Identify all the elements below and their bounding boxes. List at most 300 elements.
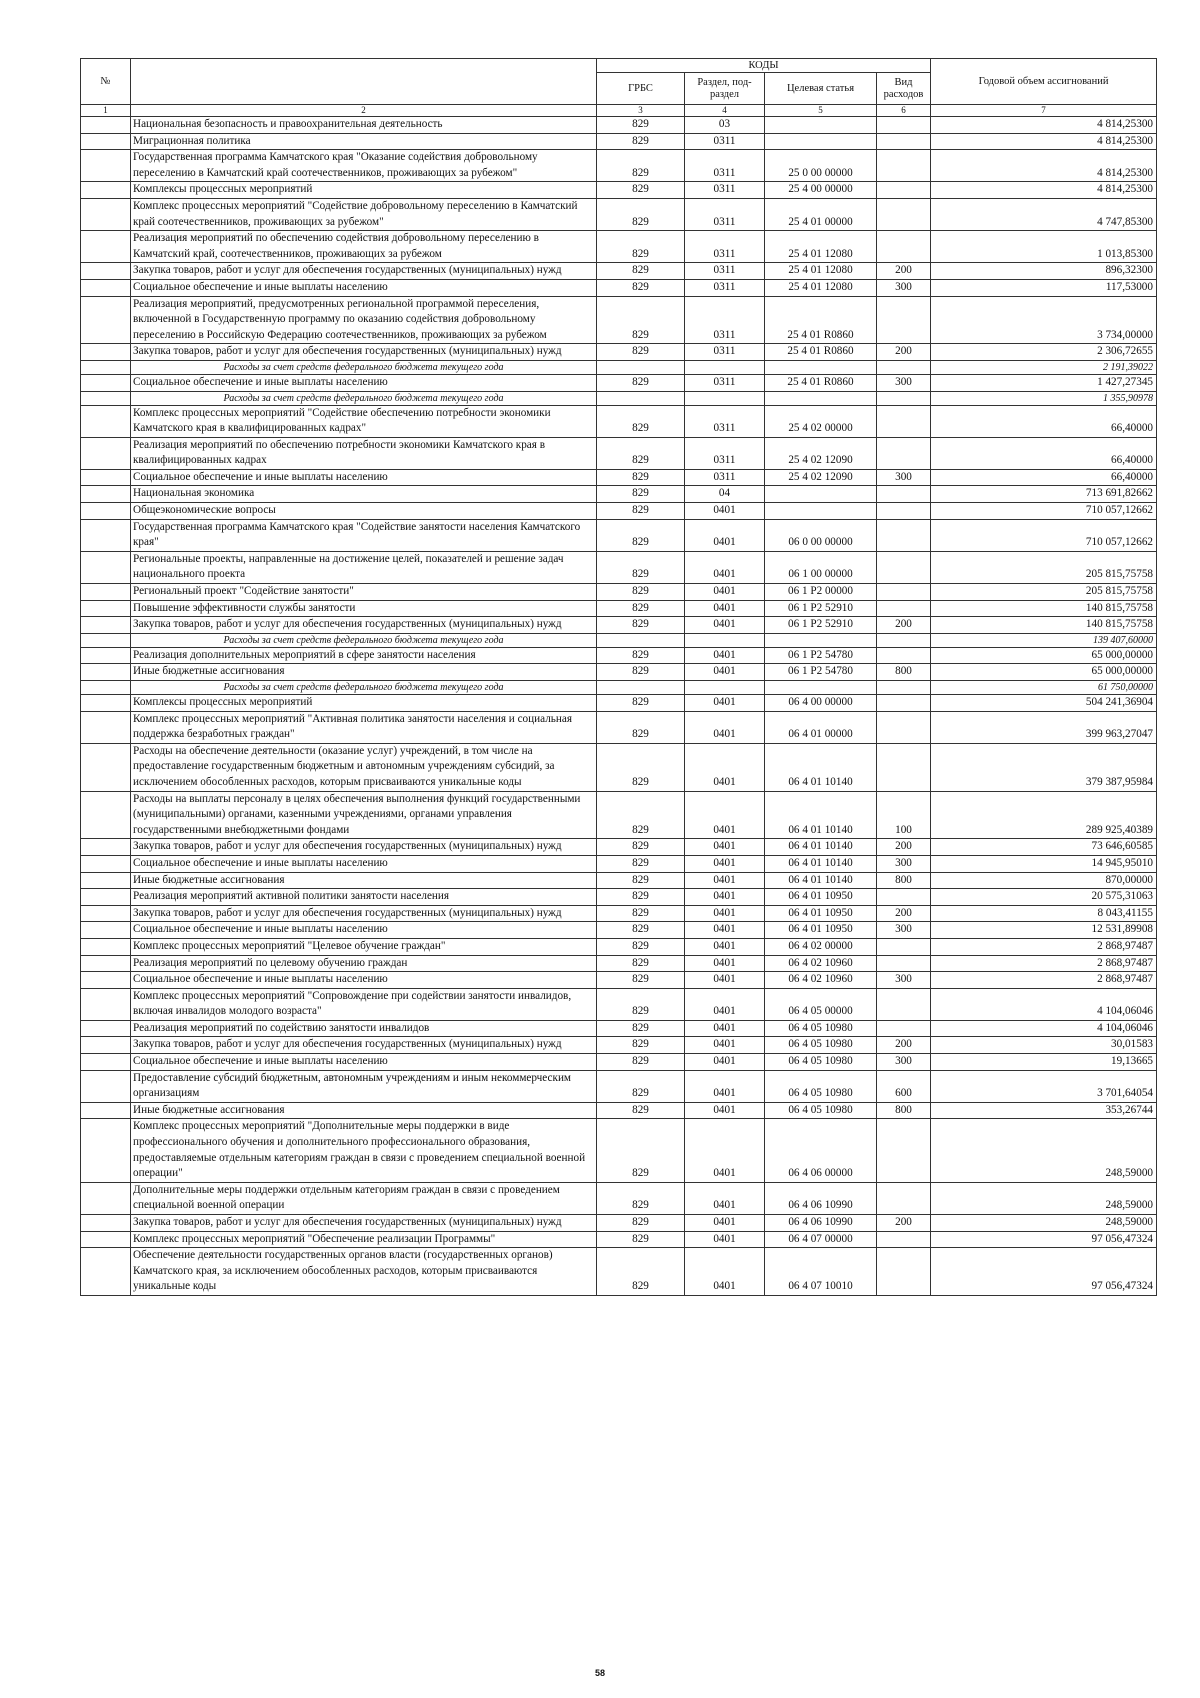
cell-section: 0401 [685,503,765,520]
cell-section: 0311 [685,231,765,263]
cell-target: 25 4 02 12090 [765,469,877,486]
cell-name: Расходы за счет средств федерального бюджета текущего года [131,633,597,647]
col-num-3: 3 [597,105,685,117]
table-row [81,469,1157,486]
cell-amount: 117,53000 [931,279,1157,296]
cell-name: Иные бюджетные ассигнования [131,664,597,681]
cell-name: Государственная программа Камчатского края "Содействие занятости населения Камчатского края" [131,519,597,551]
cell-target: 25 4 01 12080 [765,231,877,263]
cell-type: 300 [877,855,931,872]
table-row [81,296,1157,344]
cell-grbs: 829 [597,600,685,617]
federal-funds-row [81,391,1157,405]
cell-num [81,600,131,617]
cell-num [81,664,131,681]
cell-type: 100 [877,791,931,839]
cell-target: 06 4 07 10010 [765,1248,877,1296]
cell-name: Региональные проекты, направленные на достижение целей, показателей и решение задач национального проекта [131,551,597,583]
table-row [81,437,1157,469]
cell-type [877,584,931,601]
cell-amount: 4 814,25300 [931,117,1157,134]
cell-grbs: 829 [597,231,685,263]
cell-type [877,182,931,199]
cell-amount: 66,40000 [931,405,1157,437]
cell-amount: 710 057,12662 [931,503,1157,520]
cell-amount: 65 000,00000 [931,664,1157,681]
cell-section: 0401 [685,743,765,791]
cell-section: 0401 [685,1119,765,1182]
cell-type: 300 [877,922,931,939]
cell-num [81,150,131,182]
cell-target: 06 4 02 10960 [765,972,877,989]
cell-grbs: 829 [597,905,685,922]
table-row [81,1119,1157,1182]
cell-type [877,955,931,972]
header-section: Раздел, под-раздел [685,73,765,105]
cell-amount: 248,59000 [931,1182,1157,1214]
cell-num [81,182,131,199]
cell-name: Государственная программа Камчатского края "Оказание содействия добровольному переселению в Камчатский край соотечественников, проживающих за рубежом" [131,150,597,182]
cell-amount: 4 747,85300 [931,198,1157,230]
cell-section: 0401 [685,1231,765,1248]
cell-target [765,503,877,520]
cell-type: 200 [877,1215,931,1232]
cell-name: Закупка товаров, работ и услуг для обеспечения государственных (муниципальных) нужд [131,263,597,280]
cell-num [81,889,131,906]
cell-num [81,263,131,280]
cell-grbs: 829 [597,182,685,199]
cell-section: 0401 [685,1215,765,1232]
header-annual: Годовой объем ассигнований [931,59,1157,105]
cell-num [81,938,131,955]
cell-num [81,296,131,344]
table-row [81,344,1157,361]
cell-section: 0401 [685,551,765,583]
cell-num [81,584,131,601]
cell-target: 06 1 P2 52910 [765,617,877,634]
cell-amount: 399 963,27047 [931,711,1157,743]
col-num-7: 7 [931,105,1157,117]
cell-num [81,1020,131,1037]
cell-amount: 4 814,25300 [931,150,1157,182]
cell-section [685,633,765,647]
cell-type [877,486,931,503]
cell-section: 0401 [685,1102,765,1119]
cell-name: Расходы на выплаты персоналу в целях обеспечения выполнения функций государственными (муниципальными) органами, казенными учреждениями, органами управления государственными внебюджетными фондами [131,791,597,839]
cell-target: 06 4 05 10980 [765,1070,877,1102]
cell-target [765,391,877,405]
cell-type [877,711,931,743]
cell-amount: 2 868,97487 [931,955,1157,972]
cell-grbs: 829 [597,344,685,361]
cell-type [877,633,931,647]
cell-section: 0311 [685,469,765,486]
cell-target: 25 4 01 00000 [765,198,877,230]
cell-section: 0311 [685,150,765,182]
table-row [81,889,1157,906]
table-row [81,600,1157,617]
cell-section: 0401 [685,972,765,989]
cell-section: 0401 [685,938,765,955]
table-row [81,938,1157,955]
cell-name: Комплекс процессных мероприятий "Целевое обучение граждан" [131,938,597,955]
cell-name: Социальное обеспечение и иные выплаты населению [131,279,597,296]
cell-type [877,437,931,469]
table-row [81,872,1157,889]
cell-grbs [597,633,685,647]
cell-amount: 20 575,31063 [931,889,1157,906]
cell-name: Иные бюджетные ассигнования [131,1102,597,1119]
table-row [81,711,1157,743]
cell-target: 06 1 P2 54780 [765,664,877,681]
cell-num [81,198,131,230]
cell-name: Социальное обеспечение и иные выплаты населению [131,374,597,391]
cell-amount: 896,32300 [931,263,1157,280]
column-numbers-row [81,105,1157,117]
cell-target: 25 4 02 00000 [765,405,877,437]
table-row [81,263,1157,280]
cell-name: Комплекс процессных мероприятий "Активная политика занятости населения и социальная поддержка безработных граждан" [131,711,597,743]
cell-target: 06 4 01 10950 [765,922,877,939]
cell-num [81,360,131,374]
cell-name: Региональный проект "Содействие занятости" [131,584,597,601]
header-codes: КОДЫ [597,59,931,73]
cell-grbs: 829 [597,872,685,889]
cell-num [81,617,131,634]
cell-grbs: 829 [597,198,685,230]
cell-section [685,360,765,374]
cell-grbs: 829 [597,1020,685,1037]
federal-funds-row [81,681,1157,695]
cell-target: 25 4 01 12080 [765,263,877,280]
cell-num [81,839,131,856]
table-row [81,1102,1157,1119]
cell-num [81,391,131,405]
cell-grbs: 829 [597,296,685,344]
cell-amount: 353,26744 [931,1102,1157,1119]
cell-amount: 19,13665 [931,1054,1157,1071]
cell-target: 25 4 01 R0860 [765,296,877,344]
table-row [81,1182,1157,1214]
cell-section: 0311 [685,133,765,150]
cell-name: Реализация мероприятий, предусмотренных региональной программой переселения, включенной в Государственную программу по оказанию содействия добровольному переселению в Российскую Федерацию соотечественников, проживающих за рубежом [131,296,597,344]
table-row [81,519,1157,551]
cell-type [877,889,931,906]
cell-grbs: 829 [597,1037,685,1054]
cell-type: 300 [877,374,931,391]
cell-num [81,647,131,664]
cell-amount: 8 043,41155 [931,905,1157,922]
cell-name: Закупка товаров, работ и услуг для обеспечения государственных (муниципальных) нужд [131,344,597,361]
table-row [81,1054,1157,1071]
cell-amount: 4 814,25300 [931,133,1157,150]
cell-type: 800 [877,664,931,681]
cell-type [877,198,931,230]
cell-num [81,405,131,437]
cell-grbs: 829 [597,938,685,955]
cell-num [81,1215,131,1232]
cell-num [81,905,131,922]
cell-section: 0311 [685,437,765,469]
cell-grbs: 829 [597,855,685,872]
cell-num [81,955,131,972]
cell-type [877,1119,931,1182]
table-row [81,617,1157,634]
cell-name: Социальное обеспечение и иные выплаты населению [131,1054,597,1071]
cell-type [877,503,931,520]
cell-name: Закупка товаров, работ и услуг для обеспечения государственных (муниципальных) нужд [131,839,597,856]
cell-type: 200 [877,839,931,856]
cell-grbs: 829 [597,133,685,150]
cell-amount: 4 104,06046 [931,988,1157,1020]
cell-type [877,117,931,134]
cell-section: 0401 [685,905,765,922]
cell-amount: 140 815,75758 [931,600,1157,617]
cell-type [877,1231,931,1248]
cell-target: 06 4 01 10140 [765,743,877,791]
cell-name: Комплексы процессных мероприятий [131,695,597,712]
table-row [81,503,1157,520]
table-row [81,551,1157,583]
cell-target: 06 4 06 10990 [765,1182,877,1214]
col-num-5: 5 [765,105,877,117]
col-num-2: 2 [131,105,597,117]
cell-type: 300 [877,1054,931,1071]
cell-name: Миграционная политика [131,133,597,150]
cell-grbs: 829 [597,551,685,583]
cell-target: 06 4 01 10950 [765,889,877,906]
table-row [81,1037,1157,1054]
cell-grbs: 829 [597,791,685,839]
col-num-4: 4 [685,105,765,117]
cell-section: 0311 [685,198,765,230]
cell-num [81,791,131,839]
cell-amount: 870,00000 [931,872,1157,889]
cell-amount: 2 868,97487 [931,938,1157,955]
cell-target: 06 4 05 10980 [765,1102,877,1119]
cell-num [81,1231,131,1248]
cell-name: Комплекс процессных мероприятий "Дополнительные меры поддержки в виде профессионального обучения и дополнительного профессионального образования, предоставляемые отдельным категориям граждан в связи с проведением специальной военной операции" [131,1119,597,1182]
cell-type: 800 [877,872,931,889]
cell-num [81,711,131,743]
cell-target: 06 1 00 00000 [765,551,877,583]
cell-name: Расходы за счет средств федерального бюджета текущего года [131,681,597,695]
cell-target: 06 4 06 00000 [765,1119,877,1182]
cell-num [81,872,131,889]
cell-amount: 140 815,75758 [931,617,1157,634]
cell-amount: 73 646,60585 [931,839,1157,856]
cell-amount: 2 868,97487 [931,972,1157,989]
cell-section: 0401 [685,1037,765,1054]
cell-name: Комплекс процессных мероприятий "Обеспечение реализации Программы" [131,1231,597,1248]
cell-target: 06 4 07 00000 [765,1231,877,1248]
cell-target: 06 1 P2 54780 [765,647,877,664]
cell-section: 0401 [685,617,765,634]
table-row [81,695,1157,712]
cell-target: 06 4 01 10140 [765,839,877,856]
cell-amount: 4 814,25300 [931,182,1157,199]
cell-target [765,633,877,647]
table-row [81,664,1157,681]
table-row [81,405,1157,437]
cell-name: Иные бюджетные ассигнования [131,872,597,889]
cell-target: 06 4 05 00000 [765,988,877,1020]
cell-num [81,344,131,361]
cell-num [81,437,131,469]
cell-num [81,855,131,872]
cell-num [81,1102,131,1119]
cell-target: 06 4 02 10960 [765,955,877,972]
cell-amount: 2 191,39022 [931,360,1157,374]
cell-type [877,231,931,263]
cell-name: Социальное обеспечение и иные выплаты населению [131,469,597,486]
budget-page [80,58,1156,1296]
cell-type: 800 [877,1102,931,1119]
cell-num [81,1248,131,1296]
table-row [81,647,1157,664]
cell-target: 06 4 01 10140 [765,791,877,839]
cell-type [877,1182,931,1214]
cell-target: 06 4 01 00000 [765,711,877,743]
cell-grbs: 829 [597,695,685,712]
cell-name: Национальная безопасность и правоохранительная деятельность [131,117,597,134]
cell-section: 0401 [685,1070,765,1102]
header-target: Целевая статья [765,73,877,105]
cell-target: 25 4 01 R0860 [765,344,877,361]
cell-num [81,117,131,134]
cell-num [81,231,131,263]
table-row [81,374,1157,391]
cell-target [765,486,877,503]
cell-section: 0311 [685,296,765,344]
header-name [131,59,597,105]
page-number: 58 [594,1668,605,1678]
cell-section: 0311 [685,279,765,296]
cell-type [877,647,931,664]
cell-target: 25 4 01 12080 [765,279,877,296]
cell-target: 06 4 05 10980 [765,1037,877,1054]
cell-amount: 66,40000 [931,469,1157,486]
cell-amount: 3 701,64054 [931,1070,1157,1102]
cell-grbs: 829 [597,263,685,280]
cell-name: Повышение эффективности службы занятости [131,600,597,617]
cell-amount: 66,40000 [931,437,1157,469]
table-row [81,1070,1157,1102]
table-row [81,133,1157,150]
cell-section: 0401 [685,1182,765,1214]
cell-type [877,519,931,551]
cell-target: 06 0 00 00000 [765,519,877,551]
cell-target: 06 1 P2 00000 [765,584,877,601]
cell-num [81,469,131,486]
cell-section: 0401 [685,889,765,906]
cell-num [81,681,131,695]
cell-amount: 12 531,89908 [931,922,1157,939]
cell-name: Закупка товаров, работ и услуг для обеспечения государственных (муниципальных) нужд [131,1037,597,1054]
cell-type: 300 [877,469,931,486]
cell-target: 06 4 01 10950 [765,905,877,922]
cell-grbs: 829 [597,922,685,939]
cell-amount: 97 056,47324 [931,1248,1157,1296]
cell-name: Общеэкономические вопросы [131,503,597,520]
cell-type [877,360,931,374]
header-grbs: ГРБС [597,73,685,105]
cell-grbs: 829 [597,486,685,503]
cell-type [877,551,931,583]
cell-type [877,150,931,182]
cell-section: 0401 [685,791,765,839]
cell-grbs: 829 [597,584,685,601]
cell-grbs: 829 [597,1215,685,1232]
cell-amount: 205 815,75758 [931,584,1157,601]
cell-num [81,695,131,712]
col-num-1: 1 [81,105,131,117]
budget-table [80,58,1157,1296]
cell-name: Социальное обеспечение и иные выплаты населению [131,922,597,939]
cell-type: 300 [877,972,931,989]
federal-funds-row [81,360,1157,374]
cell-target: 06 4 02 00000 [765,938,877,955]
cell-grbs: 829 [597,988,685,1020]
cell-name: Комплекс процессных мероприятий "Сопровождение при содействии занятости инвалидов, включая инвалидов молодого возраста" [131,988,597,1020]
cell-type [877,133,931,150]
cell-grbs [597,391,685,405]
cell-type [877,296,931,344]
cell-type [877,938,931,955]
cell-amount: 30,01583 [931,1037,1157,1054]
cell-section: 03 [685,117,765,134]
cell-name: Социальное обеспечение и иные выплаты населению [131,972,597,989]
cell-target [765,133,877,150]
cell-name: Социальное обеспечение и иные выплаты населению [131,855,597,872]
cell-type: 200 [877,263,931,280]
cell-grbs: 829 [597,1231,685,1248]
header-num: № [81,59,131,105]
cell-type [877,681,931,695]
cell-amount: 139 407,60000 [931,633,1157,647]
table-row [81,1231,1157,1248]
cell-num [81,503,131,520]
cell-grbs: 829 [597,117,685,134]
cell-section: 0311 [685,405,765,437]
cell-amount: 3 734,00000 [931,296,1157,344]
cell-target: 25 0 00 00000 [765,150,877,182]
cell-grbs: 829 [597,374,685,391]
cell-section: 0401 [685,519,765,551]
cell-grbs: 829 [597,437,685,469]
cell-num [81,988,131,1020]
cell-target [765,681,877,695]
cell-type: 200 [877,617,931,634]
table-row [81,1215,1157,1232]
federal-funds-row [81,633,1157,647]
cell-target: 06 4 01 10140 [765,872,877,889]
cell-grbs: 829 [597,1102,685,1119]
cell-name: Комплекс процессных мероприятий "Содействие добровольному переселению в Камчатский край соотечественников, проживающих за рубежом" [131,198,597,230]
cell-section: 0401 [685,988,765,1020]
cell-amount: 248,59000 [931,1119,1157,1182]
cell-section [685,681,765,695]
cell-target: 06 4 01 10140 [765,855,877,872]
cell-grbs: 829 [597,519,685,551]
cell-amount: 1 427,27345 [931,374,1157,391]
cell-section: 0401 [685,1020,765,1037]
col-num-6: 6 [877,105,931,117]
table-row [81,955,1157,972]
cell-section: 0311 [685,263,765,280]
cell-section: 0401 [685,839,765,856]
cell-target: 06 4 06 10990 [765,1215,877,1232]
